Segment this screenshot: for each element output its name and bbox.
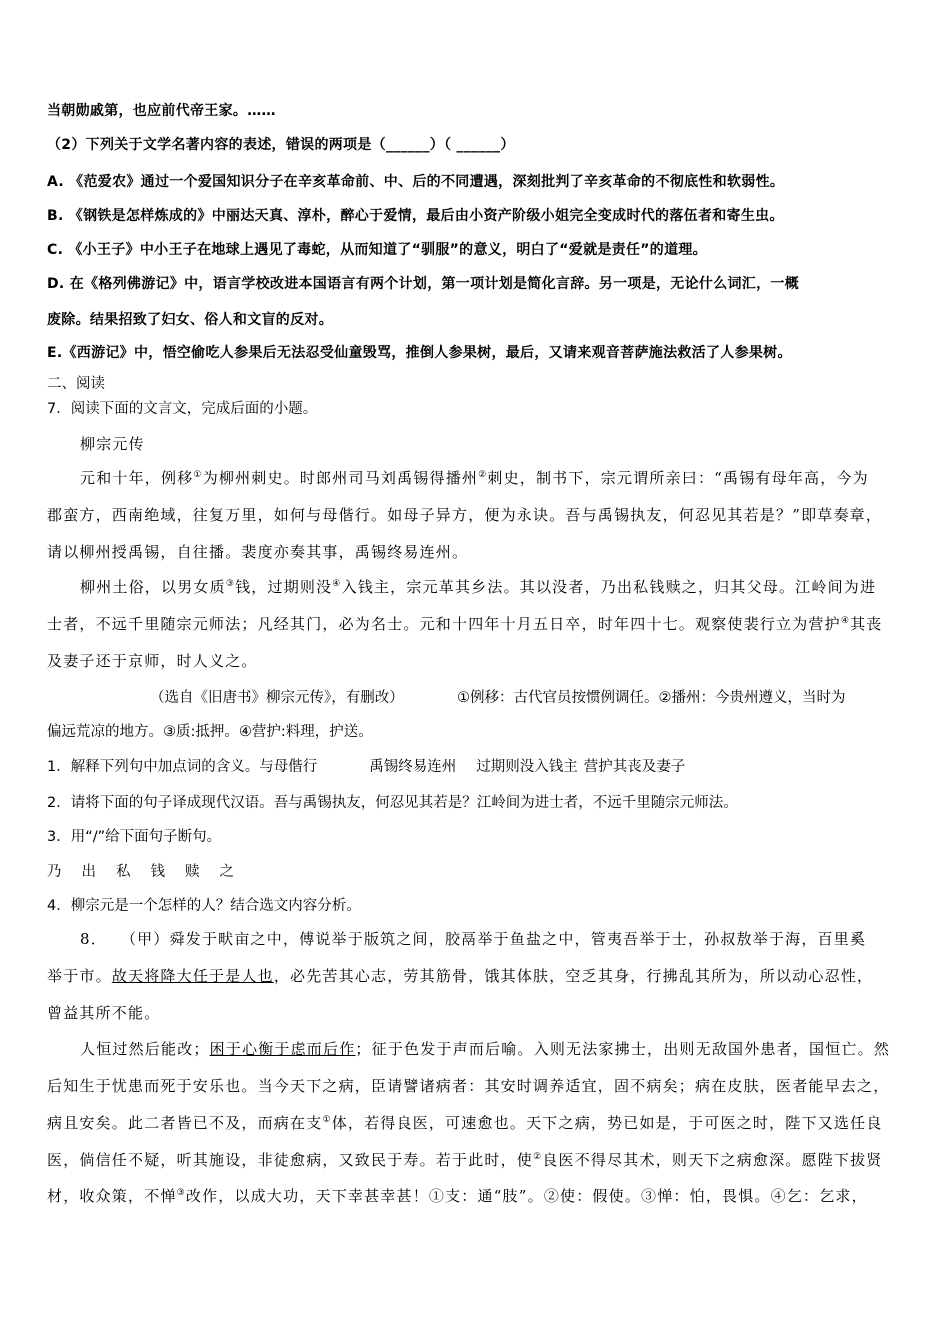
question-8-line2: 举于市。故天将降大任于是人也，必先苦其心志，劳其筋骨，饿其体肤，空乏其身，行拂乱其所为，所以动心忍性， — [47, 967, 874, 985]
subquestion-1: 1．解释下列句中加点词的含义。与母偕行 禹锡终易连州 过期则没入钱主 营护其丧及妻子 — [47, 759, 686, 775]
char: 私 — [116, 864, 131, 880]
passage-title: 柳宗元传 — [80, 435, 145, 453]
footnote-mark: ② — [478, 470, 488, 480]
underlined-sentence: 故天将降大任于是人也 — [111, 967, 274, 985]
question-8-p2-line4: 医，倘信任不疑，听其施设，非徒愈病，又致民于寿。若于此时，使②良医不得尽其术，则天下之病愈深。愿陛下拔贤 — [47, 1151, 883, 1169]
question-8-p2-line5: 材，收众策，不惮③改作，以成大功，天下幸甚幸甚！①支：通“肢”。②使：假使。③惮：怕，畏惧。④乞：乞求， — [47, 1187, 868, 1205]
question-6-2-stem: （2）下列关于文学名著内容的表述，错误的两项是（______）（ ______） — [47, 137, 515, 153]
footnote-mark: ④ — [332, 579, 342, 589]
footnote-mark: ③ — [225, 579, 236, 589]
section-heading-reading: 二、阅读 — [47, 376, 105, 392]
option-d-line1: D. 在《格列佛游记》中，语言学校改进本国语言有两个计划，第一项计划是简化言辞。另一项是，无论什么词汇，一概 — [47, 276, 800, 292]
option-c: C. 《小王子》中小王子在地球上遇见了毒蛇，从而知道了“驯服”的意义，明白了“爱就是责任”的道理。 — [47, 242, 707, 258]
footnotes-line1: ①例移：古代官员按惯例调任。②播州：今贵州遵义，当时为 — [457, 690, 846, 706]
question-7-stem: 7．阅读下面的文言文，完成后面的小题。 — [47, 401, 318, 417]
option-d-line2: 废除。结果招致了妇女、俗人和文盲的反对。 — [47, 312, 333, 328]
poem-line: 当朝勋戚第，也应前代帝王家。…… — [47, 103, 276, 119]
subquestion-4: 4．柳宗元是一个怎样的人？结合选文内容分析。 — [47, 898, 361, 914]
footnote-mark: ① — [193, 470, 203, 480]
passage-p1-line2: 郡蛮方，西南绝域，往复万里，如何与母偕行。如母子异方，便为永诀。吾与禹锡执友，何忍见其若是？”即草奏章， — [47, 506, 883, 524]
subquestion-3: 3．用“/”给下面句子断句。 — [47, 829, 222, 845]
char: 出 — [81, 864, 96, 880]
question-8-p2-line3: 病且安矣。此二者皆已不及，而病在支①体，若得良医，可速愈也。天下之病，势已如是，于可医之时，陛下又选任良 — [47, 1114, 883, 1132]
footnote-mark: ① — [322, 1115, 332, 1125]
question-8-p2-line2: 后知生于忧患而死于安乐也。当今天下之病，臣请譬诸病者：其安时调养适宜，固不病矣；病在皮肤，医者能早去之， — [47, 1077, 890, 1095]
question-8-p2-line1: 人恒过然后能改；困于心衡于虑而后作；征于色发于声而后喻。入则无法家拂士，出则无敌国外患者，国恒亡。然 — [80, 1040, 891, 1058]
punctuation-sentence — [47, 862, 234, 882]
underlined-sentence: 困于心衡于虑而后作 — [209, 1040, 356, 1058]
char: 乃 — [47, 864, 62, 880]
option-e: E.《西游记》中，悟空偷吃人参果后无法忍受仙童毁骂，推倒人参果树，最后，又请来观音菩萨施法救活了人参果树。 — [47, 345, 792, 361]
char: 赎 — [185, 864, 200, 880]
passage-source: （选自《旧唐书》柳宗元传》，有删改） — [150, 690, 404, 706]
passage-p1-line1: 元和十年，例移①为柳州刺史。时郎州司马刘禹锡得播州②刺史，制书下，宗元谓所亲曰：“禹锡有母年高，今为 — [80, 469, 869, 487]
passage-p1-line3: 请以柳州授禹锡，自往播。裴度亦奏其事，禹锡终易连州。 — [47, 543, 469, 561]
passage-p2-line3: 及妻子还于京师，时人义之。 — [47, 652, 258, 670]
option-b: B. 《钢铁是怎样炼成的》中丽达天真、淳朴，醉心于爱情，最后由小资产阶级小姐完全变成时代的落伍者和寄生虫。 — [47, 208, 784, 224]
footnote-mark: ③ — [176, 1188, 186, 1198]
char: 之 — [219, 864, 234, 880]
option-a: A. 《范爱农》通过一个爱国知识分子在辛亥革命前、中、后的不同遭遇，深刻批判了辛亥革命的不彻底性和软弱性。 — [47, 174, 785, 190]
passage-p2-line2: 士者，不远千里随宗元师法；凡经其门，必为名士。元和十四年十月五日卒，时年四十七。观察使裴行立为营护④其丧 — [47, 615, 883, 633]
footnotes-line2: 偏远荒凉的地方。③质:抵押。④营护:料理，护送。 — [47, 724, 373, 740]
footnote-mark: ② — [533, 1152, 543, 1162]
question-8-line1: 8． （甲）舜发于畎亩之中，傅说举于版筑之间，胶鬲举于鱼盐之中，管夷吾举于士，孙叔敖举于海，百里奚 — [80, 930, 867, 948]
passage-p2-line1: 柳州土俗，以男女质③钱，过期则没④入钱主，宗元革其乡法。其以没者，乃出私钱赎之，归其父母。江岭间为进 — [80, 578, 877, 596]
question-8-line3: 曾益其所不能。 — [47, 1004, 161, 1022]
subquestion-2: 2．请将下面的句子译成现代汉语。吾与禹锡执友，何忍见其若是？江岭间为进士者，不远千里随宗元师法。 — [47, 795, 738, 811]
footnote-mark: ④ — [840, 616, 851, 626]
char: 钱 — [150, 864, 165, 880]
